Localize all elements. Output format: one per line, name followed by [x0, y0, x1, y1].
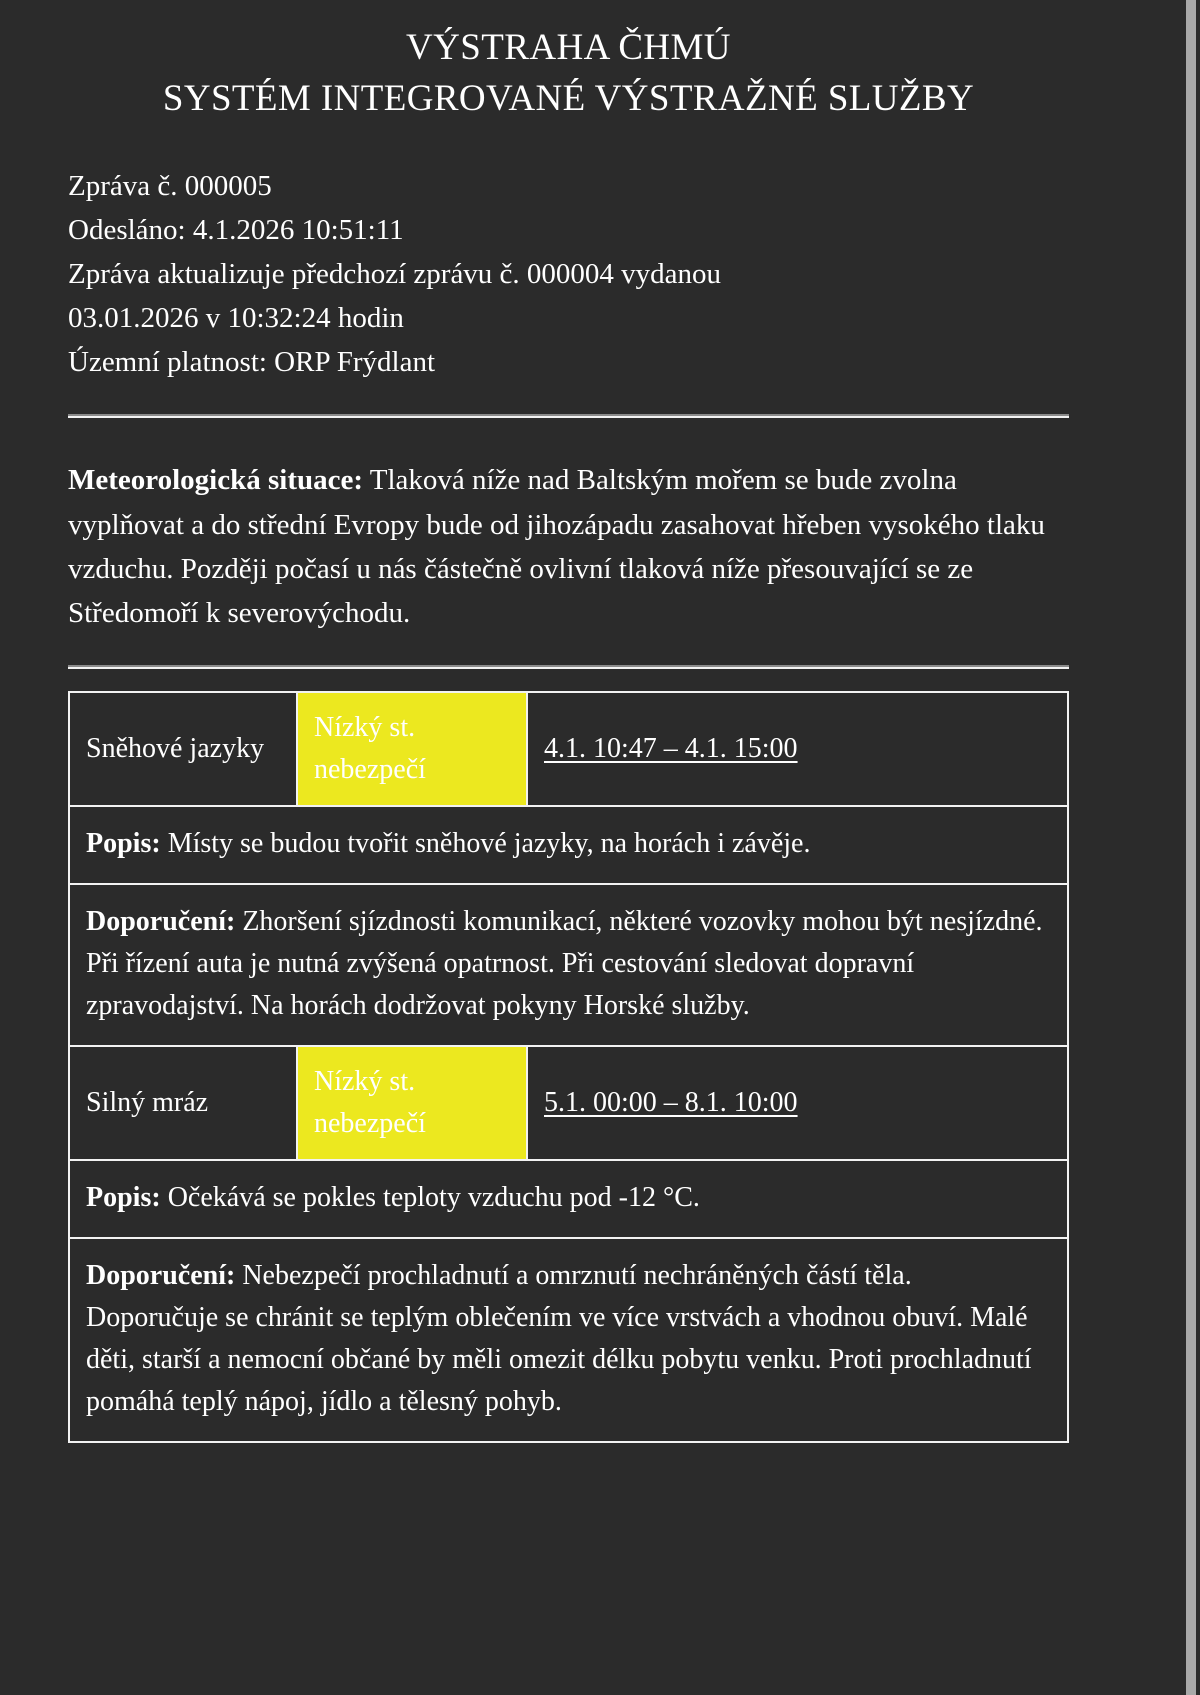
meteorological-situation-text: Tlaková níže nad Baltským mořem se bude zvolna vyplňovat a do střední Evropy bude od jihozápadu zasahovat hřeben vysokého tlaku vzduchu. Později počasí u nás částečně ovlivní tlaková níže přesouvající se ze Středomoří k severovýchodu. — [68, 464, 1045, 629]
meteorological-situation-label: Meteorologická situace: — [68, 464, 364, 497]
warning-phenomenon: Silný mráz — [69, 1046, 297, 1160]
message-area-validity: Územní platnost: ORP Frýdlant — [68, 346, 436, 379]
message-update-reference-line2: 03.01.2026 v 10:32:24 hodin — [68, 302, 404, 335]
recommendation-text: Zhoršení sjízdnosti komunikací, některé vozovky mohou být nesjízdné. Při řízení auta je nutná zvýšená opatrnost. Při cestování sledovat dopravní zpravodajství. Na horách dodržovat pokyny Horské služby. — [86, 905, 1043, 1021]
warning-recommendation — [69, 884, 1068, 1046]
table-row — [69, 1046, 1068, 1160]
description-text: Očekává se pokles teploty vzduchu pod -12 °C. — [160, 1181, 700, 1213]
document-body — [0, 164, 1137, 1443]
description-text: Místy se budou tvořit sněhové jazyky, na horách i závěje. — [160, 827, 811, 859]
recommendation-label: Doporučení: — [86, 905, 236, 937]
warning-period-text: 4.1. 10:47 – 4.1. 15:00 — [544, 732, 798, 764]
document-header — [0, 0, 1137, 124]
table-row — [69, 692, 1068, 806]
warning-period-text: 5.1. 00:00 – 8.1. 10:00 — [544, 1086, 798, 1118]
divider-bottom — [68, 665, 1069, 669]
table-row — [69, 1238, 1068, 1442]
vertical-scrollbar-thumb[interactable] — [1186, 0, 1196, 1695]
warnings-table — [68, 691, 1069, 1443]
table-row — [69, 884, 1068, 1046]
message-update-reference-line1: Zpráva aktualizuje předchozí zprávu č. 000004 vydanou — [68, 258, 722, 291]
divider-top — [68, 414, 1069, 418]
recommendation-label: Doporučení: — [86, 1259, 236, 1291]
warning-period — [527, 1046, 1068, 1160]
warning-phenomenon: Sněhové jazyky — [69, 692, 297, 806]
warning-period — [527, 692, 1068, 806]
warning-description — [69, 806, 1068, 884]
description-label: Popis: — [86, 827, 161, 859]
description-label: Popis: — [86, 1181, 161, 1213]
recommendation-text: Nebezpečí prochladnutí a omrznutí nechráněných částí těla. Doporučuje se chránit se teplým oblečením ve více vrstvách a vhodnou obuví. Malé děti, starší a nemocní občané by měli omezit délku pobytu venku. Proti prochladnutí pomáhá teplý nápoj, jídlo a tělesný pohyb. — [86, 1259, 1032, 1417]
warning-level-badge: Nízký st. nebezpečí — [297, 1046, 527, 1160]
warning-level-badge: Nízký st. nebezpečí — [297, 692, 527, 806]
vertical-scrollbar[interactable] — [1183, 0, 1200, 1695]
warning-recommendation — [69, 1238, 1068, 1442]
document-title-primary: VÝSTRAHA ČHMÚ — [406, 27, 731, 68]
table-row — [69, 1160, 1068, 1238]
message-metadata — [68, 164, 1069, 384]
document-title-secondary: SYSTÉM INTEGROVANÉ VÝSTRAŽNÉ SLUŽBY — [162, 78, 975, 120]
table-row — [69, 806, 1068, 884]
meteorological-situation — [68, 458, 1069, 634]
message-sent-timestamp: Odesláno: 4.1.2026 10:51:11 — [68, 214, 404, 247]
warning-description — [69, 1160, 1068, 1238]
message-number: Zpráva č. 000005 — [68, 170, 272, 203]
